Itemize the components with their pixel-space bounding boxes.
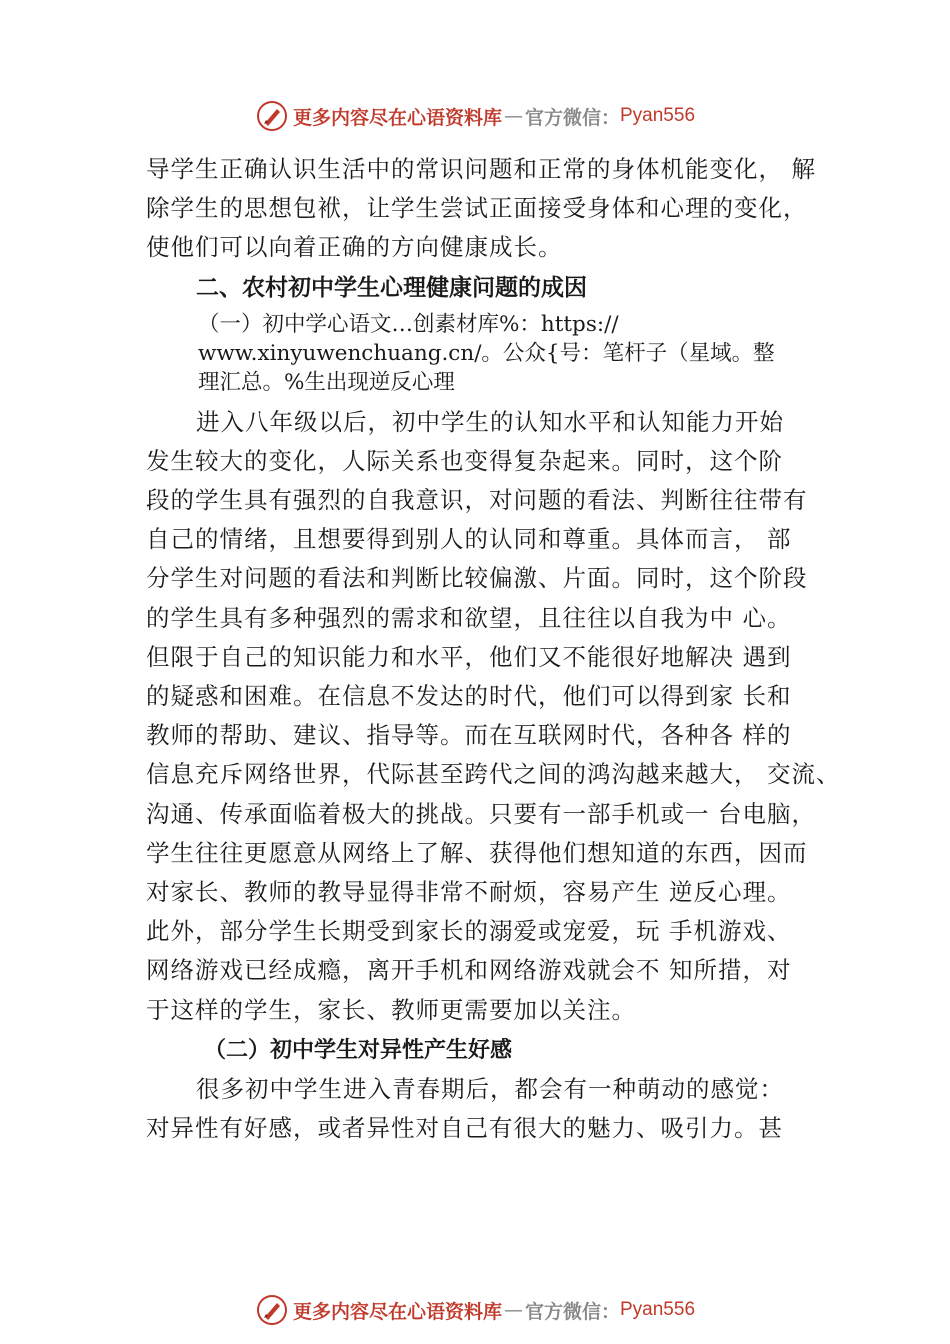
paragraph-line: 对家长、教师的教导显得非常不耐烦，容易产生 逆反心理。	[146, 878, 792, 907]
paragraph-line: 此外，部分学生长期受到家长的溺爱或宠爱，玩 手机游戏、	[146, 917, 792, 946]
section-heading: 二、农村初中学生心理健康问题的成因	[196, 274, 587, 301]
paragraph-line: 很多初中学生进入青春期后，都会有一种萌动的感觉：	[196, 1074, 784, 1103]
subsection-heading-line: www.xinyuwenchuang.cn/。公众{号：笔杆子（星域。整	[198, 340, 775, 366]
document-body	[146, 150, 846, 1148]
paragraph-line: 发生较大的变化，人际关系也变得复杂起来。同时，这个阶	[146, 446, 783, 475]
text-line: 导学生正确认识生活中的常识问题和正常的身体机能变化， 解	[146, 155, 816, 183]
subsection-heading-line: 理汇总。%生出现逆反心理	[198, 369, 455, 395]
paragraph-line: 学生往往更愿意从网络上了解、获得他们想知道的东西，因而	[146, 838, 808, 867]
paragraph-line: 分学生对问题的看法和判断比较偏激、片面。同时，这个阶段	[146, 564, 808, 593]
paragraph-line: 对异性有好感，或者异性对自己有很大的魅力、吸引力。甚	[146, 1114, 783, 1143]
pen-logo-icon	[255, 99, 289, 133]
header-banner	[0, 96, 950, 136]
paragraph-line: 于这样的学生，家长、教师更需要加以关注。	[146, 995, 636, 1024]
text-line: 使他们可以向着正确的方向健康成长。	[146, 233, 563, 262]
banner-brand: 更多内容尽在心语资料库	[292, 106, 502, 129]
paragraph-line: 但限于自己的知识能力和水平，他们又不能很好地解决 遇到	[146, 642, 792, 671]
pen-logo-icon	[255, 1293, 289, 1327]
paragraph-line: 段的学生具有强烈的自我意识，对问题的看法、判断往往带有	[146, 486, 808, 515]
paragraph-line: 的疑惑和困难。在信息不发达的时代，他们可以得到家 长和	[146, 682, 792, 711]
banner-separator: —	[503, 105, 523, 127]
subsection-heading-line: （一）初中学心语文…创素材库%：https://	[198, 311, 619, 337]
paragraph-line: 教师的帮助、建议、指导等。而在互联网时代，各种各 样的	[146, 721, 792, 750]
footer-banner	[0, 1290, 950, 1330]
paragraph-line: 网络游戏已经成瘾，离开手机和网络游戏就会不 知所措，对	[146, 956, 792, 985]
text-line: 除学生的思想包袱，让学生尝试正面接受身体和心理的变化，	[146, 194, 808, 223]
banner-wechat-label: 官方微信：	[524, 1300, 620, 1323]
banner-brand: 更多内容尽在心语资料库	[292, 1300, 502, 1323]
banner-wechat-id: Pyan556	[620, 105, 696, 126]
paragraph-line: 的学生具有多种强烈的需求和欲望，且往往以自我为中 心。	[146, 603, 792, 632]
paragraph-line: 信息充斥网络世界，代际甚至跨代之间的鸿沟越来越大， 交流、	[146, 760, 841, 789]
paragraph-line: 沟通、传承面临着极大的挑战。只要有一部手机或一 台电脑，	[146, 799, 816, 828]
paragraph-line: 自己的情绪，且想要得到别人的认同和尊重。具体而言， 部	[146, 525, 792, 554]
paragraph-line: 进入八年级以后，初中学生的认知水平和认知能力开始	[196, 407, 784, 436]
banner-wechat-id: Pyan556	[620, 1299, 696, 1320]
subsection-heading: （二）初中学生对异性产生好感	[204, 1036, 513, 1063]
banner-wechat-label: 官方微信：	[524, 106, 620, 129]
banner-separator: —	[503, 1299, 523, 1321]
